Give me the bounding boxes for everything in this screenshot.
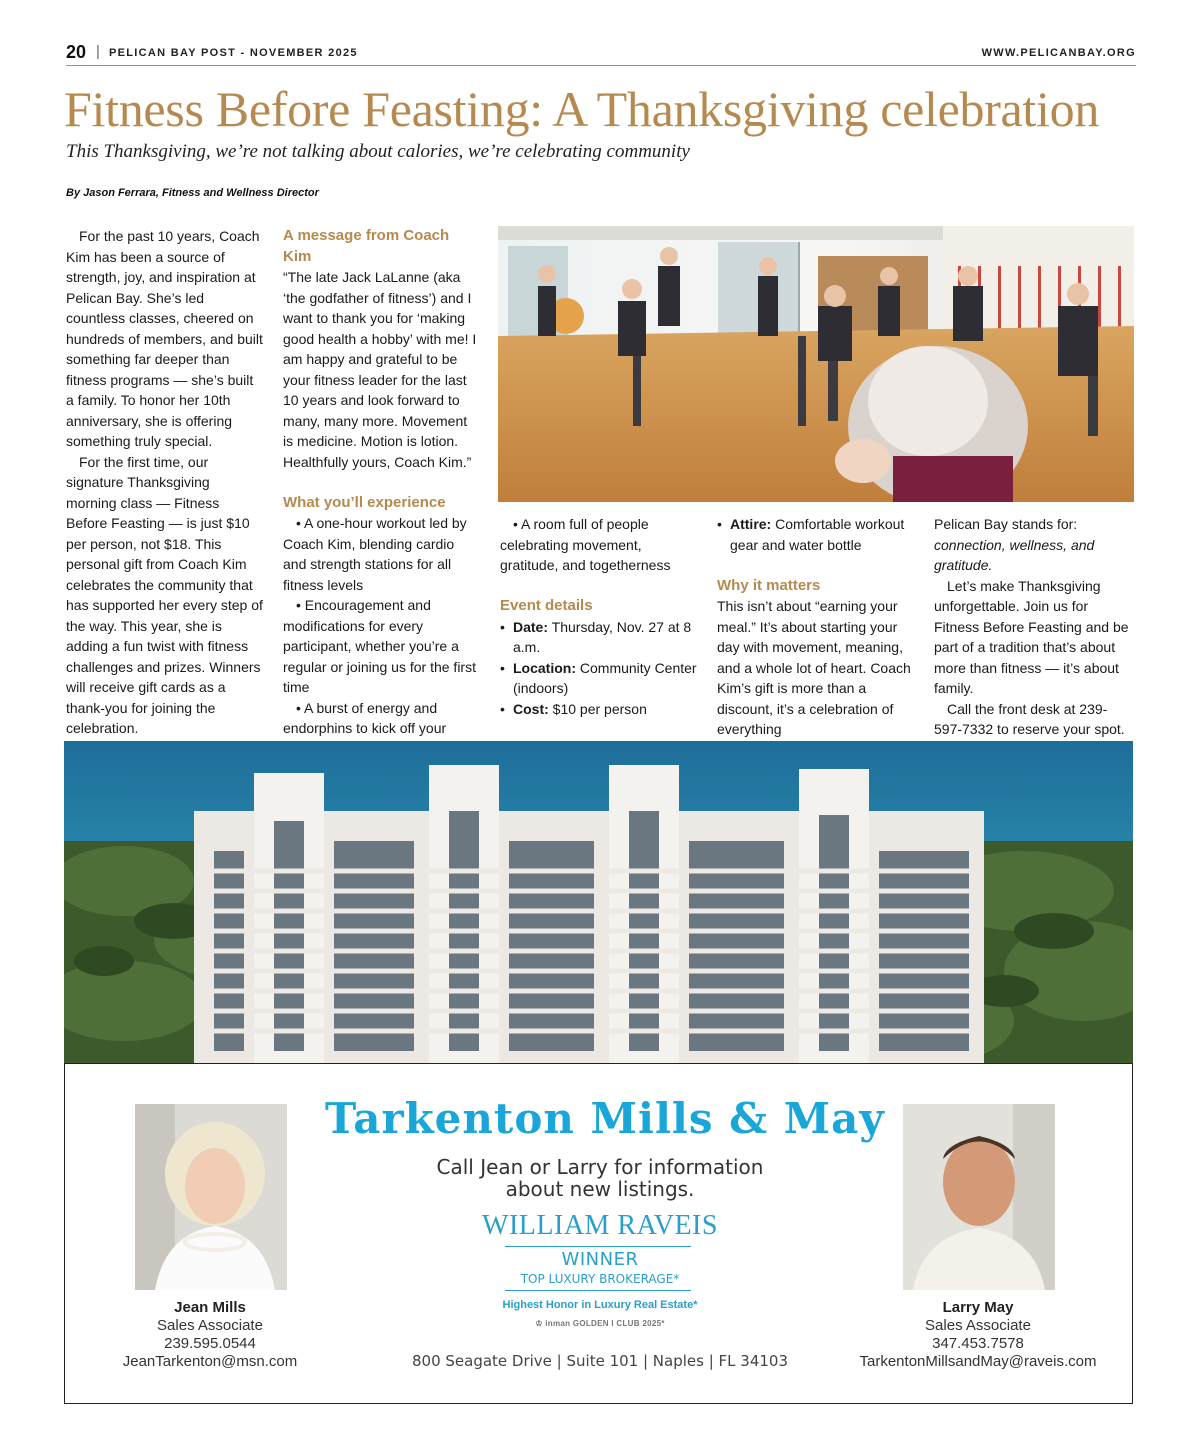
event-attire: • Attire: Comfortable workout gear and water bottle — [717, 516, 905, 553]
agent-name: Larry May — [942, 1299, 1014, 1316]
agent-info-jean — [80, 1299, 340, 1371]
real-estate-ad — [64, 1063, 1133, 1404]
list-item: • A burst of energy and endorphins to kick off your — [283, 699, 447, 736]
list-item: • A one-hour workout led by Coach Kim, blending cardio and strength stations for all fitness levels — [283, 515, 467, 593]
inman-badge: ♔ inman GOLDEN I CLUB 2025* — [535, 1319, 665, 1328]
subhead-message: A message from Coach Kim — [283, 227, 450, 265]
event-date: • Date: Thursday, Nov. 27 at 8 a.m. — [500, 618, 692, 655]
fitness-class-illustration — [498, 226, 1134, 502]
coach-quote: “The late Jack LaLanne (aka ‘the godfather of fitness’) and I want to thank you for ‘making good health a hobby’ with me! I am happy and grateful to be your fitness leader for the last 10 years and look forward to many, many more. Movement is medicine. Motion is lotion. Healthfully yours, Coach Kim.” — [283, 269, 477, 470]
header-divider: | — [96, 43, 100, 60]
agent-name: Jean Mills — [174, 1299, 246, 1316]
list-item: • A room full of people celebrating movement, gratitude, and togetherness — [500, 516, 671, 573]
agent-title: Sales Associate — [925, 1317, 1031, 1334]
agent-phone: 347.453.7578 — [932, 1335, 1024, 1352]
paragraph: For the past 10 years, Coach Kim has been a source of strength, joy, and inspiration at Pelican Bay. She’s led countless classes, cheered on hundreds of members, and built something far deeper than fitness programs — she’s built a family. To honor her 10th anniversary, she is offering something truly special. — [66, 228, 263, 449]
event-location: • Location: Community Center (indoors) — [500, 659, 697, 696]
subhead-event-details: Event details — [500, 597, 593, 614]
award-category: TOP LUXURY BROKERAGE* — [520, 1272, 680, 1286]
page-number: 20 — [66, 42, 87, 62]
subhead-why-it-matters: Why it matters — [717, 576, 821, 594]
paragraph: This isn’t about “earning your meal.” It’s about starting your day with movement, meaning, and a whole lot of heart. Coach Kim’s gift is more than a discount, it’s a celebration of everything — [717, 598, 911, 737]
divider — [505, 1246, 691, 1247]
tower-photo — [64, 741, 1133, 1064]
office-address: 800 Seagate Drive | Suite 101 | Naples | FL 34103 — [411, 1352, 788, 1370]
agent-email: TarkentonMillsandMay@raveis.com — [859, 1353, 1097, 1370]
brand-name: Tarkenton Mills & May — [325, 1094, 885, 1143]
agent-phone: 239.595.0544 — [164, 1335, 256, 1352]
article-column-1 — [66, 226, 264, 739]
award-winner: WINNER — [561, 1249, 639, 1270]
divider — [505, 1290, 691, 1291]
running-header — [66, 44, 1136, 66]
tower-illustration — [64, 741, 1133, 1064]
deck-subtitle: This Thanksgiving, we’re not talking about calories, we’re celebrating community — [66, 141, 690, 162]
article-column-4 — [717, 514, 917, 740]
byline: By Jason Ferrara, Fitness and Wellness Director — [66, 187, 319, 199]
fitness-class-photo — [498, 226, 1134, 502]
subhead-experience: What you’ll experience — [283, 493, 446, 511]
paragraph: Call the front desk at 239-597-7332 to reserve your spot. — [934, 699, 1134, 761]
article-column-5 — [934, 514, 1134, 760]
agent-photo-jean — [135, 1104, 287, 1290]
agent-email: JeanTarkenton@msn.com — [122, 1353, 298, 1370]
call-to-action: Call Jean or Larry for information about new listings. — [436, 1155, 764, 1201]
agent-title: Sales Associate — [157, 1317, 263, 1334]
award-honor: Highest Honor in Luxury Real Estate* — [502, 1299, 698, 1311]
website-url: WWW.PELICANBAY.ORG — [981, 47, 1136, 59]
agent-photo-larry — [903, 1104, 1055, 1290]
paragraph: For the first time, our signature Thanksgiving morning class — Fitness Before Feasting — is just $10 per person, not $18. This personal gift from Coach Kim celebrates the community that has supported her every step of the way. This year, she is adding a fun twist with fitness challenges and prizes. Winners will receive gift cards as a thank-you for joining the celebration. — [66, 453, 263, 736]
agent-info-larry — [848, 1299, 1108, 1371]
article-column-3 — [500, 514, 698, 719]
publication-name: PELICAN BAY POST - NOVEMBER 2025 — [109, 47, 358, 59]
paragraph: Pelican Bay stands for: connection, wellness, and gratitude. — [934, 516, 1095, 573]
paragraph: Let’s make Thanksgiving unforgettable. Join us for Fitness Before Feasting and be part of a tradition that’s about more than fitness — it’s about family. — [934, 577, 1129, 696]
list-item: • Encouragement and modifications for every participant, whether you’re a regular or joining us for the first time — [283, 597, 476, 695]
event-cost: • Cost: $10 per person — [500, 700, 647, 717]
headline: Fitness Before Feasting: A Thanksgiving celebration — [64, 81, 1100, 137]
william-raveis-logo: WILLIAM RAVEIS — [482, 1210, 718, 1241]
article-column-2 — [283, 226, 481, 759]
crown-icon: ♔ — [535, 1319, 546, 1328]
